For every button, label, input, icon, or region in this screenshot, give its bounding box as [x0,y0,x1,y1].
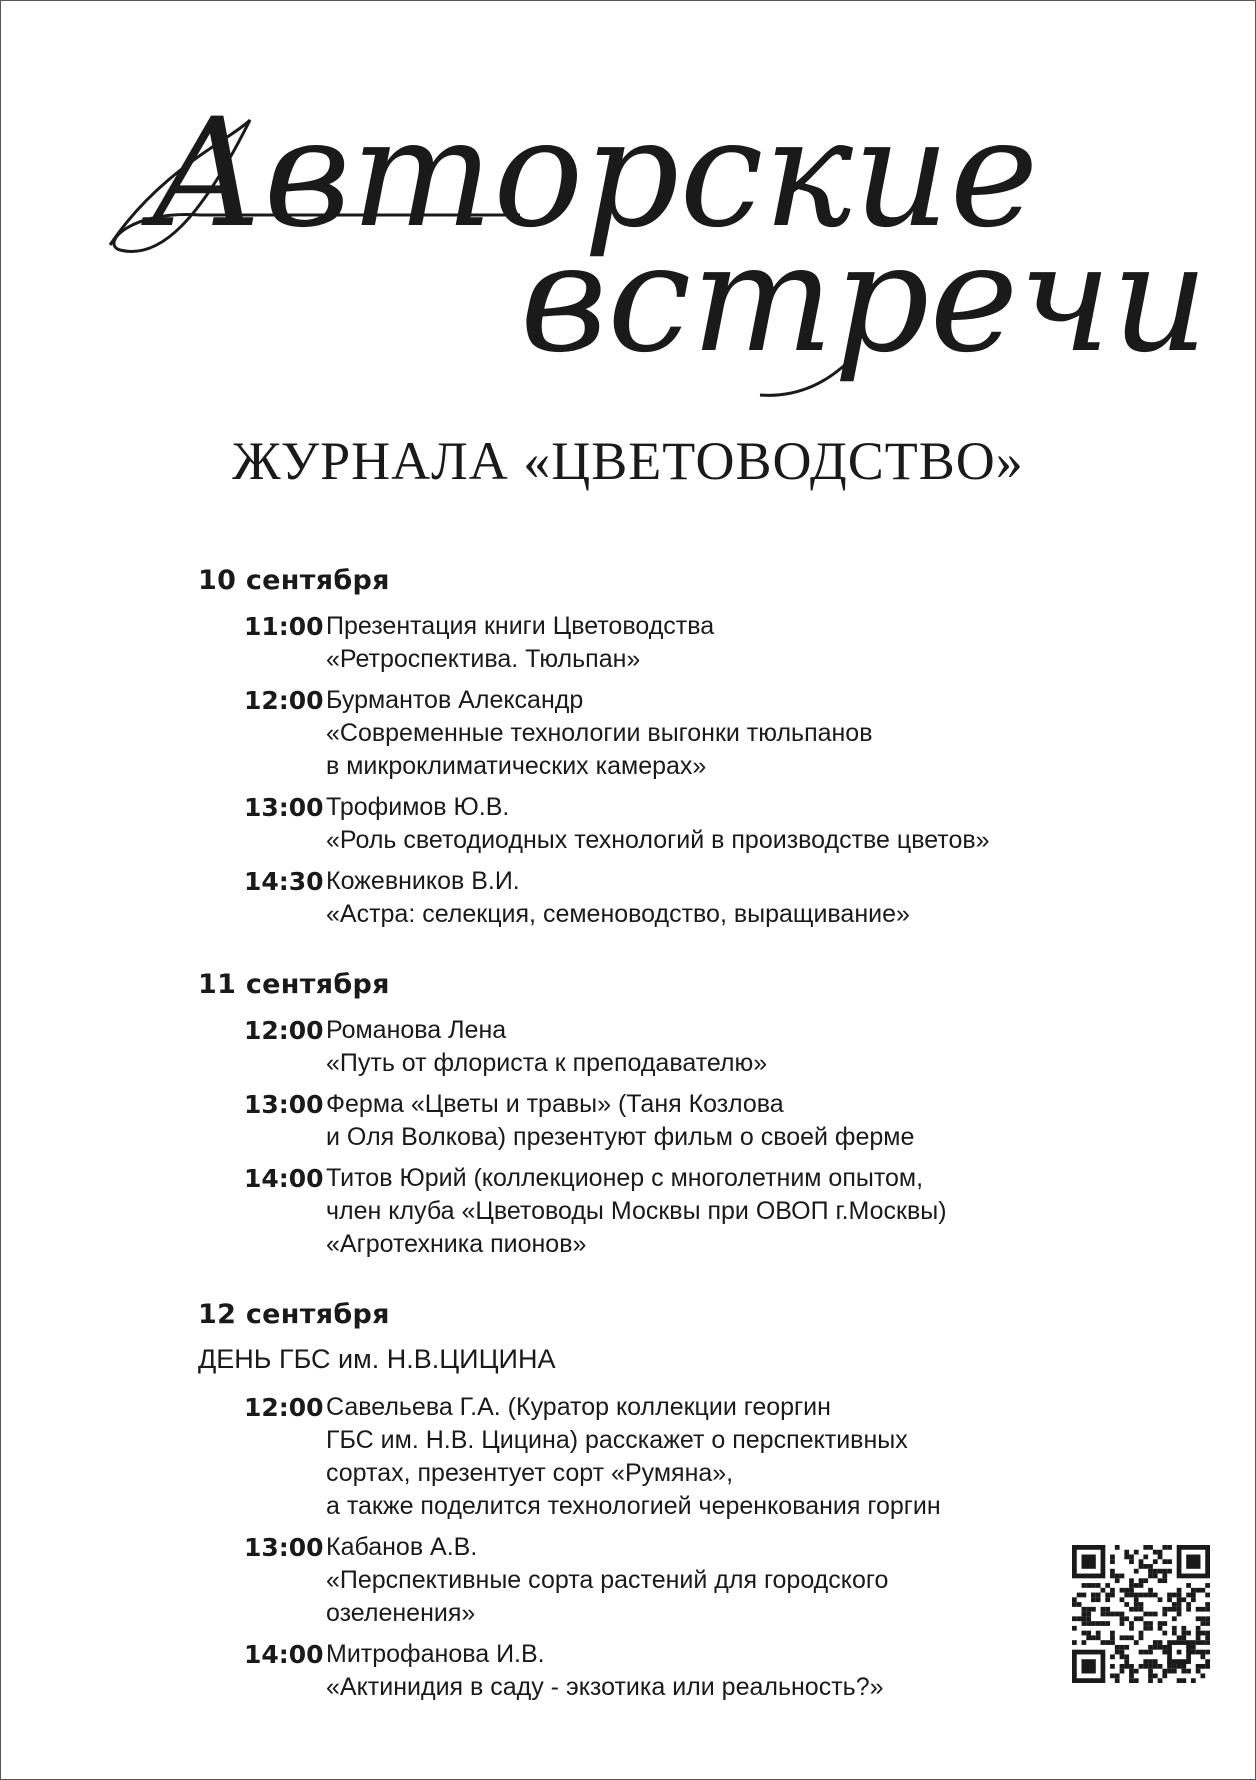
event-line: в микроклиматических камерах» [326,752,707,780]
event-description [326,791,990,857]
day-date: 11 сентября [198,969,390,1000]
event-line: «Современные технологии выгонки тюльпанов [326,719,873,747]
event-line: ГБС им. Н.В. Цицина) расскажет о перспективных [326,1426,908,1454]
event-line: член клуба «Цветоводы Москвы при ОВОП г.Москвы) [326,1197,947,1225]
event-item [244,610,1098,676]
event-line: Ферма «Цветы и травы» (Таня Козлова [326,1090,784,1118]
subtitle: ЖУРНАЛА «ЦВЕТОВОДСТВО» [232,431,1024,491]
event-time: 12:00 [244,1016,324,1045]
event-line: «Астра: селекция, семеноводство, выращивание» [326,900,910,928]
event-line: Трофимов Ю.В. [326,793,510,821]
event-item [244,791,1098,857]
event-item [244,1531,1098,1630]
event-line: «Актинидия в саду - экзотика или реальность?» [326,1673,884,1701]
day-section [198,565,1098,931]
event-time: 11:00 [244,612,324,641]
event-line: Романова Лена [326,1016,507,1044]
event-line: «Путь от флориста к преподавателю» [326,1049,768,1077]
event-line: «Ретроспектива. Тюльпан» [326,645,641,673]
day-section [198,1299,1098,1704]
event-time: 12:00 [244,686,324,715]
event-line: Кожевников В.И. [326,867,520,895]
event-time: 13:00 [244,793,324,822]
event-item [244,684,1098,783]
event-item [244,865,1098,931]
event-description [326,1014,767,1080]
day-section [198,969,1098,1261]
event-line: сортах, презентует сорт «Румяна», [326,1459,734,1487]
event-description [326,684,873,783]
event-line: Митрофанова И.В. [326,1640,545,1668]
event-item [244,1391,1098,1523]
event-line: Титов Юрий (коллекционер с многолетним опытом, [326,1164,924,1192]
event-line: Бурмантов Александр [326,686,584,714]
event-line: и Оля Волкова) презентуют фильм о своей ферме [326,1123,915,1151]
event-line: озеленения» [326,1599,476,1627]
event-time: 13:00 [244,1533,324,1562]
title-line2: встречи [520,212,1209,386]
event-item [244,1162,1098,1261]
event-line: «Агротехника пионов» [326,1230,587,1258]
event-time: 14:30 [244,867,324,896]
event-time: 12:00 [244,1393,324,1422]
event-description [326,610,714,676]
event-line: Кабанов А.В. [326,1533,478,1561]
event-time: 13:00 [244,1090,324,1119]
day-date: 12 сентября [198,1299,390,1330]
event-item [244,1014,1098,1080]
event-description [326,1531,888,1630]
event-description [326,1638,884,1704]
schedule [198,565,1098,1742]
event-description [326,1162,947,1261]
event-description [326,1088,914,1154]
day-date: 10 сентября [198,565,390,596]
event-line: «Перспективные сорта растений для городского [326,1566,889,1594]
title-line1: Авторские [150,87,1039,261]
title-svg [0,0,1256,430]
event-description [326,1391,941,1523]
event-line: а также поделится технологией черенкования горгин [326,1492,941,1520]
event-line: «Роль светодиодных технологий в производстве цветов» [326,826,990,854]
title-block [0,0,1256,430]
event-line: Презентация книги Цветоводства [326,612,715,640]
event-item [244,1088,1098,1154]
event-line: Савельева Г.А. (Куратор коллекции георгин [326,1393,831,1421]
qr-code-icon [1072,1545,1210,1683]
day-note: ДЕНЬ ГБС им. Н.В.ЦИЦИНА [198,1344,556,1374]
event-item [244,1638,1098,1704]
event-description [326,865,910,931]
event-time: 14:00 [244,1164,324,1193]
event-time: 14:00 [244,1640,324,1669]
